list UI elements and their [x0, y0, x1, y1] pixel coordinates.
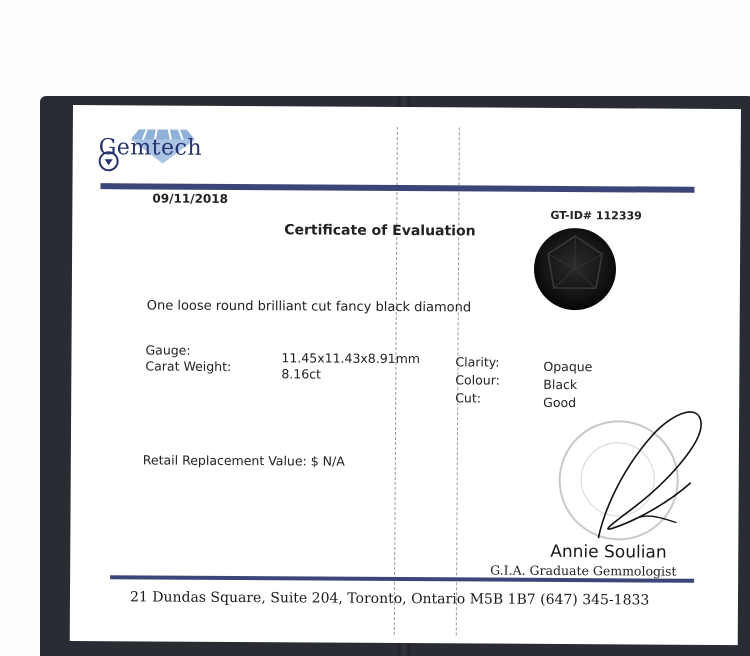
gauge-label: Gauge:: [145, 342, 191, 358]
carat-weight-label: Carat Weight:: [145, 358, 232, 374]
colour-label: Colour:: [455, 372, 500, 388]
certificate-title: Certificate of Evaluation: [284, 222, 476, 240]
retail-replacement-value: Retail Replacement Value: $ N/A: [142, 452, 345, 469]
cut-value: Good: [543, 394, 577, 411]
clarity-value: Opaque: [543, 358, 593, 375]
signer-title: G.I.A. Graduate Gemmologist: [490, 562, 677, 579]
signature-scribble: [540, 390, 711, 551]
black-diamond-photo-icon: [532, 226, 619, 313]
gt-id: GT-ID# 112339: [550, 208, 642, 223]
carat-weight-value: 8.16ct: [281, 366, 322, 382]
certificate-date: 09/11/2018: [152, 191, 229, 206]
paper-crease: [394, 127, 399, 635]
logo-wordmark: Gemtech: [98, 135, 203, 161]
gauge-value: 11.45x11.43x8.91mm: [281, 350, 421, 367]
signer-name: Annie Soulian: [550, 541, 667, 563]
certificate-card: [70, 105, 741, 645]
company-address: 21 Dundas Square, Suite 204, Toronto, Ontario M5B 1B7 (647) 345-1833: [129, 589, 650, 609]
cut-label: Cut:: [455, 390, 482, 406]
clarity-label: Clarity:: [455, 354, 500, 370]
stone-description: One loose round brilliant cut fancy black diamond: [146, 298, 472, 316]
colour-value: Black: [543, 376, 578, 393]
